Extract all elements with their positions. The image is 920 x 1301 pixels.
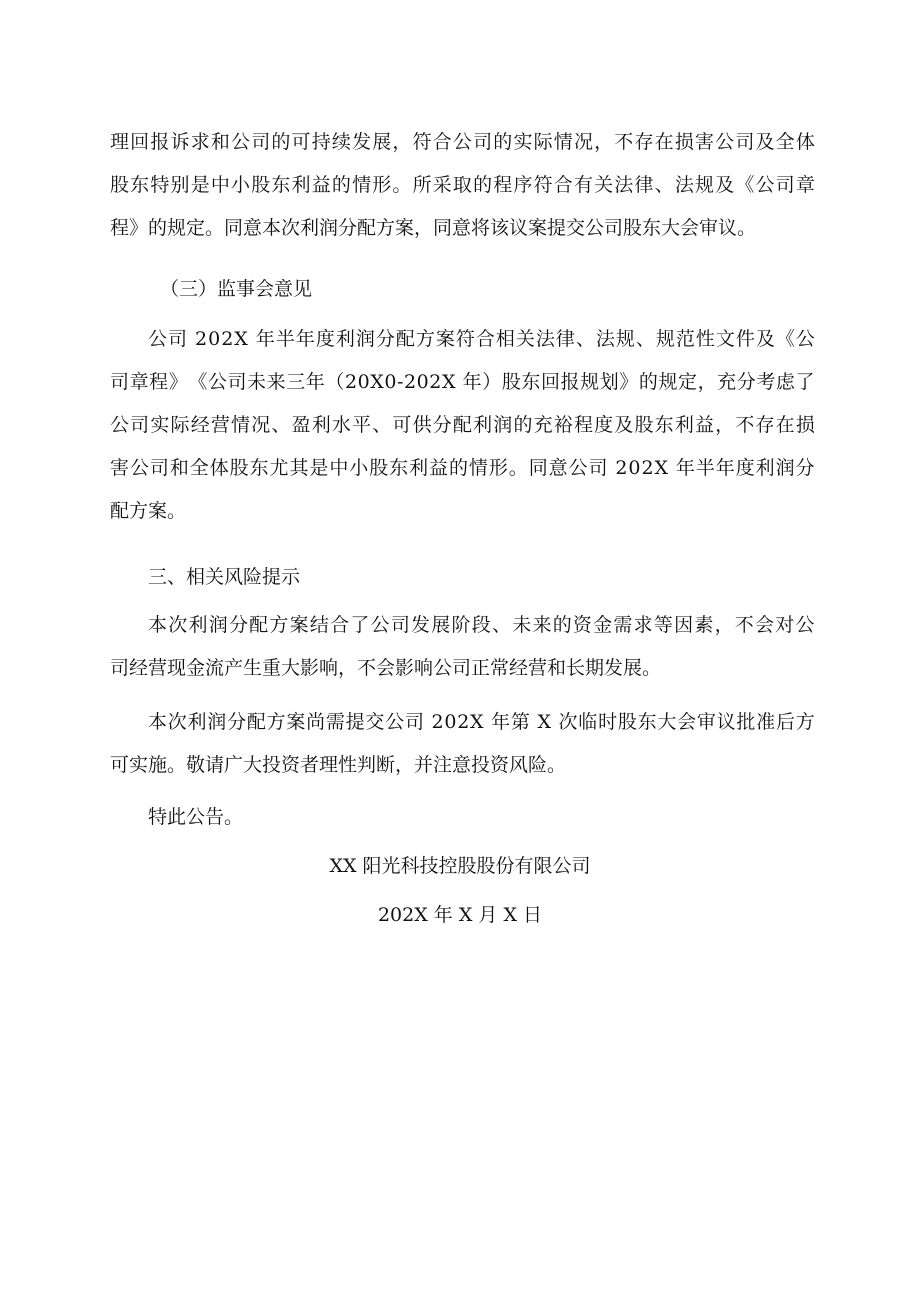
- announcement-date: 202X 年 X 月 X 日: [377, 904, 543, 926]
- text-line: 本 次 利 润 分 配 方 案 尚 需 提 交 公 司 2 0 2 X 年 第 X 次 临 时 股 东 大 会 审 议 批 准 后 方: [148, 711, 815, 733]
- text-line: 司经营现金流产生重大影响，不会影响公司正常经营和长期发展。: [110, 657, 662, 679]
- paragraph-risk-1: [110, 604, 815, 690]
- text-line: 司 章 程 》 《 公 司 未 来 三 年 （ 2 0 X 0 - 2 0 2 X 年 ） 股 东 回 报 规 划 》 的 规 定 ， 充 分 考 虑 了: [110, 371, 815, 393]
- text-line: 公 司 实 际 经 营 情 况 、 盈 利 水 平 、 可 供 分 配 利 润 的 充 裕 程 度 及 股 东 利 益 ， 不 存 在 损: [110, 414, 815, 436]
- paragraph-supervisors-opinion: [110, 318, 815, 533]
- text-line: 害 公 司 和 全 体 股 东 尤 其 是 中 小 股 东 利 益 的 情 形 。 同 意 公 司 2 0 2 X 年 半 年 度 利 润 分: [110, 457, 815, 479]
- company-name: XX 阳光科技控股股份有限公司: [329, 855, 591, 877]
- text-line: 程》的规定。同意本次利润分配方案，同意将该议案提交公司股东大会审议。: [110, 217, 757, 239]
- text-line: 股 东 特 别 是 中 小 股 东 利 益 的 情 形 。 所 采 取 的 程 序 符 合 有 关 法 律 、 法 规 及 《 公 司 章: [110, 174, 815, 196]
- text-line: 本 次 利 润 分 配 方 案 结 合 了 公 司 发 展 阶 段 、 未 来 的 资 金 需 求 等 因 素 ， 不 会 对 公: [148, 614, 815, 636]
- closing-notice: 特此公告。: [148, 806, 244, 828]
- text-line: 公 司 2 0 2 X 年 半 年 度 利 润 分 配 方 案 符 合 相 关 法 律 、 法 规 、 规 范 性 文 件 及 《 公: [148, 328, 815, 350]
- section-heading-supervisors: （三）监事会意见: [160, 278, 313, 300]
- paragraph-board-opinion-continued: [110, 121, 815, 250]
- text-line: 可实施。敬请广大投资者理性判断，并注意投资风险。: [110, 754, 567, 776]
- text-line: 理 回 报 诉 求 和 公 司 的 可 持 续 发 展 ， 符 合 公 司 的 实 际 情 况 ， 不 存 在 损 害 公 司 及 全 体: [110, 131, 815, 153]
- section-heading-risk: 三、相关风险提示: [148, 566, 301, 588]
- text-line: 配方案。: [110, 500, 187, 522]
- paragraph-risk-2: [110, 701, 815, 787]
